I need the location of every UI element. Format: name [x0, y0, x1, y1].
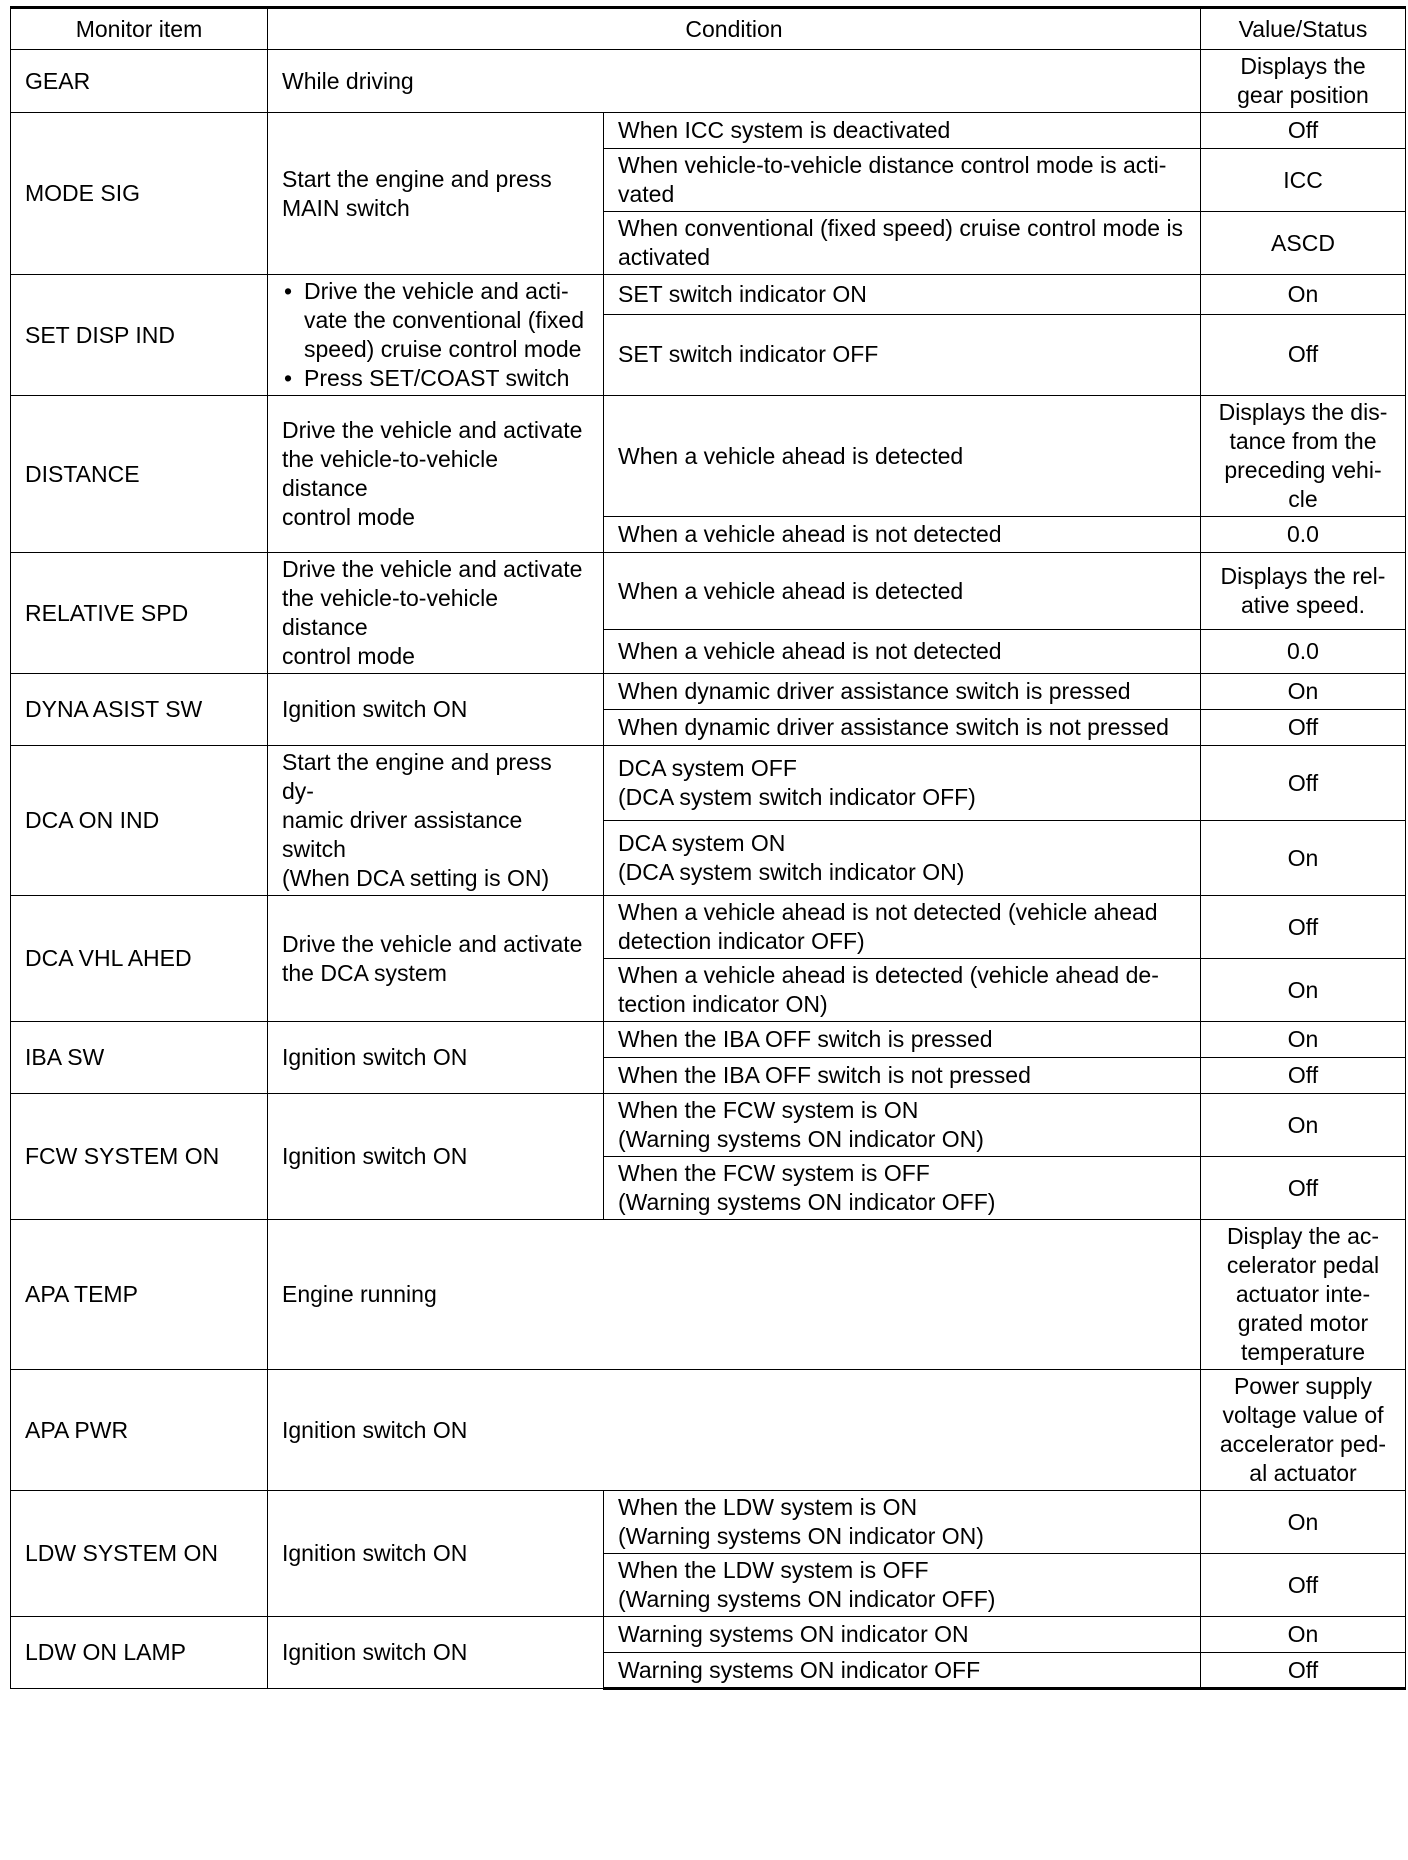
- sub-condition-line: When a vehicle ahead is detected (vehicle ahead de-: [618, 962, 1159, 988]
- value-line: Off: [1287, 117, 1319, 143]
- sub-condition-line: When a vehicle ahead is not detected: [618, 521, 1002, 547]
- condition-line: Start the engine and press: [282, 165, 552, 192]
- table-row: [11, 1022, 1406, 1058]
- value-status-cell: [1201, 149, 1406, 212]
- condition-line: Drive the vehicle and activate: [282, 930, 583, 957]
- sub-condition-line: When the IBA OFF switch is pressed: [618, 1026, 993, 1052]
- sub-condition-cell: [604, 821, 1201, 896]
- sub-condition-cell: [604, 710, 1201, 746]
- condition-line: Ignition switch ON: [282, 1639, 468, 1665]
- sub-condition-line: (Warning systems ON indicator ON): [618, 1523, 984, 1549]
- value-line: On: [1287, 844, 1319, 871]
- sub-condition-cell: [604, 1058, 1201, 1094]
- monitor-item-cell: DISTANCE: [11, 396, 268, 553]
- sub-condition-cell: [604, 896, 1201, 959]
- condition-cell: [268, 1491, 604, 1617]
- value-line: al actuator: [1249, 1460, 1357, 1486]
- sub-condition-cell: [604, 396, 1201, 517]
- value-status-cell: [1201, 1653, 1406, 1689]
- sub-condition-line: When a vehicle ahead is not detected: [618, 638, 1002, 664]
- value-line: On: [1287, 1111, 1319, 1138]
- value-status-cell: [1201, 113, 1406, 149]
- value-status-cell: [1201, 674, 1406, 710]
- sub-condition-line: When the LDW system is OFF: [618, 1557, 929, 1583]
- table-row: [11, 1220, 1406, 1370]
- condition-cell: [268, 50, 1201, 113]
- value-line: Power supply: [1233, 1373, 1373, 1399]
- value-line: actuator inte-: [1235, 1281, 1371, 1307]
- sub-condition-cell: [604, 746, 1201, 821]
- sub-condition-cell: [604, 1491, 1201, 1554]
- sub-condition-cell: [604, 1094, 1201, 1157]
- value-line: Off: [1287, 341, 1319, 368]
- value-line: Off: [1287, 714, 1319, 740]
- sub-condition-cell: [604, 1022, 1201, 1058]
- table-row: [11, 1094, 1406, 1157]
- condition-bullet-line: • Press SET/COAST switch: [304, 365, 570, 391]
- condition-line: MAIN switch: [282, 194, 410, 221]
- value-line: celerator pedal: [1226, 1252, 1380, 1278]
- sub-condition-line: (Warning systems ON indicator ON): [618, 1126, 984, 1152]
- condition-line: Ignition switch ON: [282, 1540, 468, 1566]
- value-line: accelerator ped-: [1219, 1431, 1387, 1457]
- condition-cell: [268, 1022, 604, 1094]
- value-line: On: [1287, 1026, 1319, 1052]
- value-status-cell: [1201, 212, 1406, 275]
- value-status-cell: [1201, 1094, 1406, 1157]
- condition-line: Drive the vehicle and activate: [282, 556, 583, 582]
- sub-condition-line: When a vehicle ahead is detected: [618, 577, 964, 604]
- value-line: Display the ac-: [1226, 1223, 1380, 1249]
- monitor-table: [10, 6, 1406, 1690]
- sub-condition-line: DCA system OFF: [618, 755, 797, 781]
- condition-bullet-line: vate the conventional (fixed: [304, 307, 585, 333]
- table-row: [11, 674, 1406, 710]
- sub-condition-cell: [604, 314, 1201, 395]
- condition-line: Ignition switch ON: [282, 1143, 468, 1169]
- sub-condition-cell: [604, 149, 1201, 212]
- value-line: temperature: [1240, 1339, 1365, 1365]
- value-status-cell: [1201, 1022, 1406, 1058]
- sub-condition-line: tection indicator ON): [618, 991, 828, 1017]
- monitor-table-container: [10, 6, 1405, 1690]
- value-line: Displays the dis-: [1218, 399, 1388, 425]
- sub-condition-line: detection indicator OFF): [618, 928, 865, 954]
- value-status-cell: [1201, 275, 1406, 315]
- sub-condition-line: (Warning systems ON indicator OFF): [618, 1189, 996, 1215]
- condition-bullet-list: [282, 277, 589, 393]
- value-status-cell: [1201, 821, 1406, 896]
- value-status-cell: [1201, 517, 1406, 553]
- value-status-cell: [1201, 630, 1406, 674]
- condition-line: control mode: [282, 643, 415, 669]
- value-line: Off: [1287, 1062, 1319, 1088]
- value-status-cell: [1201, 1157, 1406, 1220]
- value-line: On: [1287, 678, 1319, 704]
- monitor-item-cell: MODE SIG: [11, 113, 268, 275]
- value-line: cle: [1288, 486, 1318, 512]
- monitor-item-cell: LDW ON LAMP: [11, 1617, 268, 1689]
- monitor-item-cell: DCA VHL AHED: [11, 896, 268, 1022]
- condition-bullet-line: speed) cruise control mode: [304, 336, 582, 362]
- value-status-cell: [1201, 50, 1406, 113]
- value-line: Off: [1287, 1174, 1319, 1201]
- monitor-item-cell: FCW SYSTEM ON: [11, 1094, 268, 1220]
- condition-cell: [268, 896, 604, 1022]
- sub-condition-cell: [604, 630, 1201, 674]
- table-row: [11, 1370, 1406, 1491]
- value-line: Displays the: [1240, 53, 1366, 79]
- condition-line: Drive the vehicle and activate: [282, 417, 583, 443]
- value-line: On: [1287, 1621, 1319, 1647]
- header-value-status: Value/Status: [1201, 8, 1406, 50]
- condition-cell: [268, 674, 604, 746]
- condition-line: Engine running: [282, 1281, 437, 1307]
- value-line: On: [1287, 280, 1319, 307]
- sub-condition-line: When conventional (fixed speed) cruise control mode is: [618, 215, 1184, 241]
- header-condition: Condition: [268, 8, 1201, 50]
- sub-condition-line: (Warning systems ON indicator OFF): [618, 1586, 996, 1612]
- table-row: [11, 1491, 1406, 1554]
- value-line: tance from the: [1229, 428, 1377, 454]
- condition-line: control mode: [282, 504, 415, 530]
- sub-condition-line: When vehicle-to-vehicle distance control mode is acti-: [618, 152, 1167, 178]
- sub-condition-line: SET switch indicator OFF: [618, 341, 879, 368]
- condition-line: Ignition switch ON: [282, 1044, 468, 1070]
- condition-line: the vehicle-to-vehicle distance: [282, 446, 499, 501]
- value-status-cell: [1201, 1617, 1406, 1653]
- sub-condition-cell: [604, 113, 1201, 149]
- value-line: ASCD: [1271, 229, 1335, 256]
- sub-condition-line: When a vehicle ahead is not detected (vehicle ahead: [618, 899, 1158, 925]
- condition-bullet-line: • Drive the vehicle and acti-: [304, 278, 569, 304]
- value-status-cell: [1201, 314, 1406, 395]
- sub-condition-cell: [604, 517, 1201, 553]
- monitor-item-cell: DCA ON IND: [11, 746, 268, 896]
- sub-condition-line: DCA system ON: [618, 830, 786, 856]
- table-row: [11, 746, 1406, 821]
- sub-condition-cell: [604, 212, 1201, 275]
- value-line: Off: [1287, 769, 1319, 796]
- value-line: On: [1287, 976, 1319, 1003]
- header-row: [11, 8, 1406, 50]
- value-status-cell: [1201, 959, 1406, 1022]
- sub-condition-cell: [604, 553, 1201, 630]
- value-line: 0.0: [1287, 521, 1319, 547]
- table-row: [11, 1617, 1406, 1653]
- condition-cell: [268, 1220, 1201, 1370]
- condition-bullet-item: [304, 277, 589, 364]
- value-line: ative speed.: [1240, 592, 1366, 618]
- value-status-cell: [1201, 396, 1406, 517]
- table-body: [11, 50, 1406, 1689]
- value-line: Off: [1287, 913, 1319, 940]
- sub-condition-cell: [604, 1653, 1201, 1689]
- condition-line: While driving: [282, 67, 414, 94]
- sub-condition-line: When the FCW system is ON: [618, 1097, 919, 1123]
- sub-condition-line: When ICC system is deactivated: [618, 117, 951, 143]
- header-monitor-item: Monitor item: [11, 8, 268, 50]
- condition-cell: [268, 746, 604, 896]
- monitor-item-cell: SET DISP IND: [11, 275, 268, 396]
- value-line: preceding vehi-: [1224, 457, 1382, 483]
- sub-condition-line: (DCA system switch indicator OFF): [618, 784, 976, 810]
- condition-cell: [268, 396, 604, 553]
- value-line: On: [1287, 1508, 1319, 1535]
- condition-bullet-item: [304, 364, 589, 393]
- value-status-cell: [1201, 710, 1406, 746]
- condition-cell: [268, 553, 604, 674]
- value-status-cell: [1201, 896, 1406, 959]
- sub-condition-line: activated: [618, 244, 711, 270]
- condition-cell: [268, 1617, 604, 1689]
- value-status-cell: [1201, 553, 1406, 630]
- monitor-item-cell: IBA SW: [11, 1022, 268, 1094]
- condition-line: namic driver assistance switch: [282, 807, 523, 862]
- table-row: [11, 50, 1406, 113]
- condition-line: the DCA system: [282, 959, 447, 986]
- table-row: [11, 396, 1406, 517]
- monitor-item-cell: GEAR: [11, 50, 268, 113]
- table-row: [11, 275, 1406, 315]
- table-row: [11, 896, 1406, 959]
- sub-condition-line: vated: [618, 181, 675, 207]
- sub-condition-cell: [604, 275, 1201, 315]
- sub-condition-cell: [604, 1554, 1201, 1617]
- monitor-item-cell: LDW SYSTEM ON: [11, 1491, 268, 1617]
- value-status-cell: [1201, 1058, 1406, 1094]
- sub-condition-line: When the FCW system is OFF: [618, 1160, 930, 1186]
- condition-line: Start the engine and press dy-: [282, 749, 552, 804]
- monitor-item-cell: RELATIVE SPD: [11, 553, 268, 674]
- condition-line: Ignition switch ON: [282, 696, 468, 722]
- sub-condition-line: When dynamic driver assistance switch is pressed: [618, 678, 1131, 704]
- value-line: grated motor: [1237, 1310, 1369, 1336]
- monitor-item-cell: APA TEMP: [11, 1220, 268, 1370]
- sub-condition-line: When a vehicle ahead is detected: [618, 442, 964, 469]
- sub-condition-cell: [604, 959, 1201, 1022]
- value-status-cell: [1201, 746, 1406, 821]
- monitor-item-cell: DYNA ASIST SW: [11, 674, 268, 746]
- condition-line: (When DCA setting is ON): [282, 865, 550, 891]
- sub-condition-cell: [604, 674, 1201, 710]
- value-line: voltage value of: [1222, 1402, 1384, 1428]
- value-status-cell: [1201, 1370, 1406, 1491]
- value-line: ICC: [1283, 166, 1323, 193]
- sub-condition-cell: [604, 1157, 1201, 1220]
- value-status-cell: [1201, 1220, 1406, 1370]
- condition-cell: [268, 113, 604, 275]
- table-row: [11, 553, 1406, 630]
- condition-cell: [268, 275, 604, 396]
- value-line: Off: [1287, 1571, 1319, 1598]
- sub-condition-line: Warning systems ON indicator ON: [618, 1621, 969, 1647]
- condition-line: Ignition switch ON: [282, 1416, 468, 1443]
- table-row: [11, 113, 1406, 149]
- sub-condition-line: When the LDW system is ON: [618, 1494, 918, 1520]
- value-line: Displays the rel-: [1220, 563, 1386, 589]
- sub-condition-line: SET switch indicator ON: [618, 280, 867, 307]
- sub-condition-cell: [604, 1617, 1201, 1653]
- sub-condition-line: (DCA system switch indicator ON): [618, 859, 965, 885]
- value-status-cell: [1201, 1554, 1406, 1617]
- monitor-item-cell: APA PWR: [11, 1370, 268, 1491]
- condition-line: the vehicle-to-vehicle distance: [282, 585, 499, 640]
- sub-condition-line: When dynamic driver assistance switch is not pressed: [618, 714, 1169, 740]
- value-line: gear position: [1237, 82, 1369, 108]
- sub-condition-line: Warning systems ON indicator OFF: [618, 1656, 981, 1683]
- sub-condition-line: When the IBA OFF switch is not pressed: [618, 1062, 1031, 1088]
- value-line: Off: [1287, 1656, 1319, 1683]
- value-status-cell: [1201, 1491, 1406, 1554]
- condition-cell: [268, 1370, 1201, 1491]
- condition-cell: [268, 1094, 604, 1220]
- value-line: 0.0: [1287, 638, 1319, 664]
